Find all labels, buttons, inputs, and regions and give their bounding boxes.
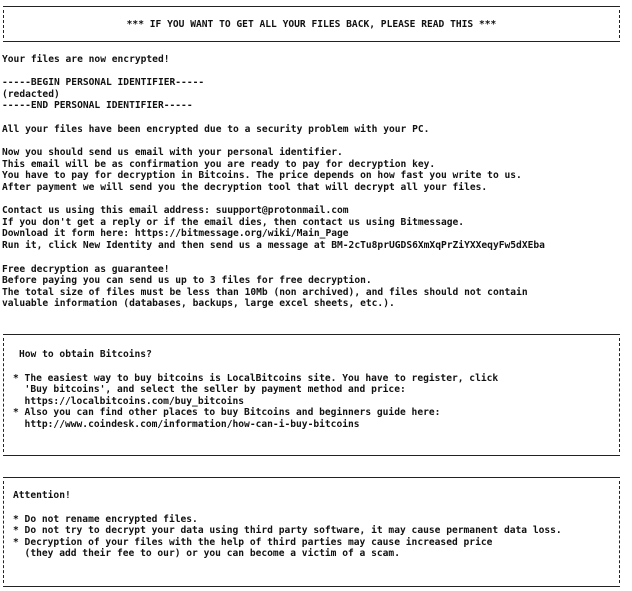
note-line: This email will be as confirmation you are ready to pay for decryption key. <box>2 159 436 170</box>
note-line: Run it, click New Identity and then send us a message at BM-2cTu8prUGDS6XmXqPrZiYXXeqyFw5dXEba <box>2 240 545 251</box>
note-line: Contact us using this email address: suupport@protonmail.com <box>2 205 349 216</box>
note-line: valuable information (databases, backups, large excel sheets, etc.). <box>2 298 395 309</box>
note-line: Before paying you can send us up to 3 files for free decryption. <box>2 275 372 286</box>
note-line: (redacted) <box>2 89 60 100</box>
note-line: Your files are now encrypted! <box>2 54 170 65</box>
note-line: After payment we will send you the decryption tool that will decrypt all your files. <box>2 182 488 193</box>
note-line: -----BEGIN PERSONAL IDENTIFIER----- <box>2 77 205 88</box>
note-line: The total size of files must be less than 10Mb (non archived), and files should not contain <box>2 287 528 298</box>
bitcoin-box-line: * Also you can find other places to buy Bitcoins and beginners guide here: <box>13 407 441 418</box>
bitcoin-box-title: How to obtain Bitcoins? <box>19 349 152 360</box>
bitcoin-box-line: * The easiest way to buy bitcoins is LocalBitcoins site. You have to register, click <box>13 373 499 384</box>
bitcoin-box-line: https://localbitcoins.com/buy_bitcoins <box>13 396 245 407</box>
attention-box-line: (they add their fee to our) or you can become a victim of a scam. <box>13 548 400 559</box>
attention-box-line: * Decryption of your files with the help of third parties may cause increased price <box>13 537 493 548</box>
note-line: Now you should send us email with your personal identifier. <box>2 147 343 158</box>
header-box <box>3 6 620 42</box>
bitcoin-box-line: http://www.coindesk.com/information/how-can-i-buy-bitcoins <box>13 419 360 430</box>
attention-box-title: Attention! <box>13 490 71 501</box>
note-line: All your files have been encrypted due to a security problem with your PC. <box>2 124 430 135</box>
note-line: Download it form here: https://bitmessage.org/wiki/Main_Page <box>2 228 349 239</box>
note-line: If you don't get a reply or if the email dies, then contact us using Bitmessage. <box>2 217 465 228</box>
header-title: *** IF YOU WANT TO GET ALL YOUR FILES BACK, PLEASE READ THIS *** <box>126 19 497 30</box>
note-line: You have to pay for decryption in Bitcoins. The price depends on how fast you write to us. <box>2 170 522 181</box>
note-line: Free decryption as guarantee! <box>2 264 170 275</box>
attention-box <box>3 477 620 587</box>
bitcoin-box-line: 'Buy bitcoins', and select the seller by payment method and price: <box>13 384 406 395</box>
bitcoin-info-box <box>3 334 620 456</box>
note-line: -----END PERSONAL IDENTIFIER----- <box>2 100 193 111</box>
attention-box-line: * Do not rename encrypted files. <box>13 514 198 525</box>
attention-box-line: * Do not try to decrypt your data using third party software, it may cause permanent data loss. <box>13 525 562 536</box>
